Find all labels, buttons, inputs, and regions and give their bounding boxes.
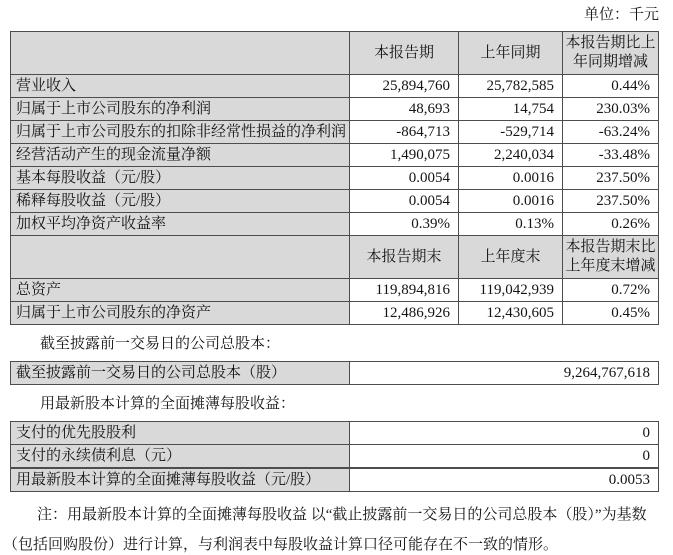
share-capital-value: 9,264,767,618 <box>350 362 659 385</box>
column-header-prior-period: 上年同期 <box>459 32 563 75</box>
table-row <box>11 213 659 236</box>
table-row <box>11 98 659 121</box>
preferred-dividend-label: 支付的优先股股利 <box>11 422 350 445</box>
column-header-period-change: 本报告期比上年同期增减 <box>563 32 659 75</box>
diluted-eps-label: 用最新股本计算的全面摊薄每股收益（元/股） <box>11 468 350 492</box>
row-label: 经营活动产生的现金流量净额 <box>11 144 350 167</box>
table-row <box>11 144 659 167</box>
change-value: 0.72% <box>563 279 659 302</box>
share-capital-intro: 截至披露前一交易日的公司总股本： <box>40 336 281 352</box>
table-row <box>11 279 659 302</box>
current-period-value: 0.0054 <box>350 167 459 190</box>
table-row <box>11 362 659 385</box>
prior-period-value: 0.0016 <box>459 190 563 213</box>
share-capital-label: 截至披露前一交易日的公司总股本（股） <box>11 362 350 385</box>
row-label: 归属于上市公司股东的净资产 <box>11 302 350 325</box>
change-value: 237.50% <box>563 190 659 213</box>
period-end-header-row <box>11 236 659 279</box>
row-label: 归属于上市公司股东的扣除非经常性损益的净利润 <box>11 121 350 144</box>
prior-period-value: 14,754 <box>459 98 563 121</box>
diluted-eps-table <box>10 421 659 492</box>
change-value: 230.03% <box>563 98 659 121</box>
current-period-value: 1,490,075 <box>350 144 459 167</box>
change-value: 0.44% <box>563 75 659 98</box>
row-label: 加权平均净资产收益率 <box>11 213 350 236</box>
table-row <box>11 302 659 325</box>
table-row <box>11 445 659 469</box>
change-value: 237.50% <box>563 167 659 190</box>
row-label: 归属于上市公司股东的净利润 <box>11 98 350 121</box>
blank-header-cell <box>11 32 350 75</box>
prior-period-value: 0.0016 <box>459 167 563 190</box>
share-capital-table <box>10 361 659 385</box>
column-header-prior-year-end: 上年度末 <box>459 236 563 279</box>
table-row <box>11 167 659 190</box>
table-row <box>11 468 659 492</box>
period-end-value: 119,894,816 <box>350 279 459 302</box>
column-header-current-period: 本报告期 <box>350 32 459 75</box>
change-value: 0.45% <box>563 302 659 325</box>
column-header-period-end-change: 本报告期末比上年度末增减 <box>563 236 659 279</box>
current-period-value: 48,693 <box>350 98 459 121</box>
current-period-value: 0.39% <box>350 213 459 236</box>
diluted-eps-value: 0.0053 <box>350 468 659 492</box>
table-row <box>11 121 659 144</box>
key-figures-table <box>10 31 659 325</box>
table-row <box>11 75 659 98</box>
current-period-value: -864,713 <box>350 121 459 144</box>
row-label: 营业收入 <box>11 75 350 98</box>
change-value: 0.26% <box>563 213 659 236</box>
change-value: -33.48% <box>563 144 659 167</box>
blank-header-cell <box>11 236 350 279</box>
current-period-value: 25,894,760 <box>350 75 459 98</box>
prior-period-value: 2,240,034 <box>459 144 563 167</box>
prior-period-value: -529,714 <box>459 121 563 144</box>
period-header-row <box>11 32 659 75</box>
prior-year-end-value: 119,042,939 <box>459 279 563 302</box>
note-line-1: 注：用最新股本计算的全面摊薄每股收益 以“截止披露前一交易日的公司总股本（股）”为基数 <box>37 507 647 523</box>
diluted-eps-intro: 用最新股本计算的全面摊薄每股收益： <box>40 396 296 412</box>
prior-year-end-value: 12,430,605 <box>459 302 563 325</box>
column-header-period-end: 本报告期末 <box>350 236 459 279</box>
unit-label: 单位：千元 <box>583 7 659 23</box>
row-label: 基本每股收益（元/股） <box>11 167 350 190</box>
period-end-value: 12,486,926 <box>350 302 459 325</box>
table-row <box>11 422 659 445</box>
table-row <box>11 190 659 213</box>
change-value: -63.24% <box>563 121 659 144</box>
row-label: 总资产 <box>11 279 350 302</box>
perpetual-bond-interest-label: 支付的永续债利息（元） <box>11 445 350 469</box>
prior-period-value: 0.13% <box>459 213 563 236</box>
preferred-dividend-value: 0 <box>350 422 659 445</box>
note-line-2: （包括回购股份）进行计算，与利润表中每股收益计算口径可能存在不一致的情形。 <box>3 537 559 553</box>
row-label: 稀释每股收益（元/股） <box>11 190 350 213</box>
perpetual-bond-interest-value: 0 <box>350 445 659 469</box>
current-period-value: 0.0054 <box>350 190 459 213</box>
prior-period-value: 25,782,585 <box>459 75 563 98</box>
